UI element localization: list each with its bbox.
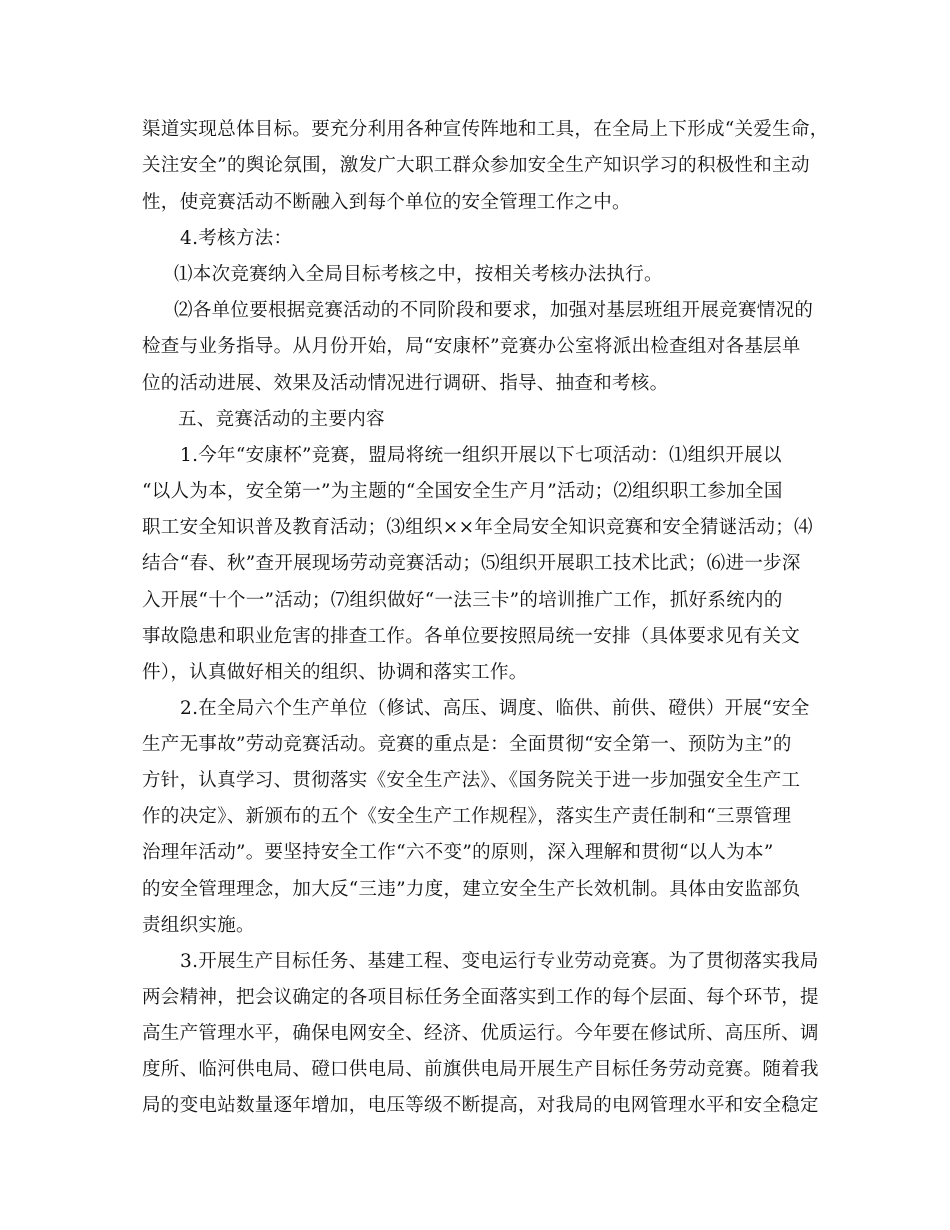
text-line: 生产无事故”劳动竞赛活动。竞赛的重点是：全面贯彻“安全第一、预防为主”的	[142, 734, 792, 755]
text-line: 度所、临河供电局、磴口供电局、前旗供电局开展生产目标任务劳动竞赛。随着我	[142, 1059, 819, 1080]
text-line: 性，使竞赛活动不断融入到每个单位的安全管理工作之中。	[142, 192, 631, 213]
text-line: 两会精神，把会议确定的各项目标任务全面落实到工作的每个层面、每个环节，提	[142, 987, 819, 1008]
text-line: 2.在全局六个生产单位（修试、高压、调度、临供、前供、磴供）开展“安全	[180, 698, 810, 719]
text-line: 治理年活动”。要坚持安全工作“六不变”的原则，深入理解和贯彻“以人为本”	[142, 842, 774, 863]
text-line: ⑵各单位要根据竞赛活动的不同阶段和要求，加强对基层班组开展竞赛情况的	[174, 300, 814, 321]
text-line: 职工安全知识普及教育活动；⑶组织××年全局安全知识竞赛和安全猜谜活动；⑷	[142, 517, 813, 538]
text-line: 渠道实现总体目标。要充分利用各种宣传阵地和工具，在全局上下形成“关爱生命，	[142, 119, 829, 140]
text-line: 责组织实施。	[142, 915, 255, 936]
text-line: 检查与业务指导。从月份开始，局“安康杯”竞赛办公室将派出检查组对各基层单	[142, 336, 801, 357]
section-heading: 五、竞赛活动的主要内容	[178, 409, 385, 430]
text-line: 件），认真做好相关的组织、协调和落实工作。	[142, 662, 528, 683]
text-line: 局的变电站数量逐年增加，电压等级不断提高，对我局的电网管理水平和安全稳定	[142, 1095, 819, 1116]
text-line: 位的活动进展、效果及活动情况进行调研、指导、抽查和考核。	[142, 373, 669, 394]
text-line: 3.开展生产目标任务、基建工程、变电运行专业劳动竞赛。为了贯彻落实我局	[180, 951, 819, 972]
text-line: 关注安全”的舆论氛围，激发广大职工群众参加安全生产知识学习的积极性和主动	[142, 155, 810, 176]
text-line: 入开展“十个一”活动；⑺组织做好“一法三卡”的培训推广工作，抓好系统内的	[142, 590, 783, 611]
text-line: 的安全管理理念，加大反“三违”力度，建立安全生产长效机制。具体由安监部负	[142, 879, 801, 900]
text-line: 1.今年“安康杯”竞赛，盟局将统一组织开展以下七项活动：⑴组织开展以	[180, 445, 782, 466]
text-line: 4.考核方法：	[180, 228, 293, 249]
text-line: 高生产管理水平，确保电网安全、经济、优质运行。今年要在修试所、高压所、调	[142, 1023, 819, 1044]
text-line: 结合“春、秋”查开展现场劳动竞赛活动；⑸组织开展职工技术比武；⑹进一步深	[142, 553, 801, 574]
text-line: 事故隐患和职业危害的排查工作。各单位要按照局统一安排（具体要求见有关文	[142, 626, 801, 647]
text-line: 作的决定》、新颁布的五个《安全生产工作规程》，落实生产责任制和“三票管理	[142, 806, 792, 827]
text-line: ⑴本次竞赛纳入全局目标考核之中，按相关考核办法执行。	[174, 264, 663, 285]
text-line: “以人为本，安全第一”为主题的“全国安全生产月”活动；⑵组织职工参加全国	[142, 481, 783, 502]
text-line: 方针，认真学习、贯彻落实《安全生产法》、《国务院关于进一步加强安全生产工	[142, 770, 801, 791]
